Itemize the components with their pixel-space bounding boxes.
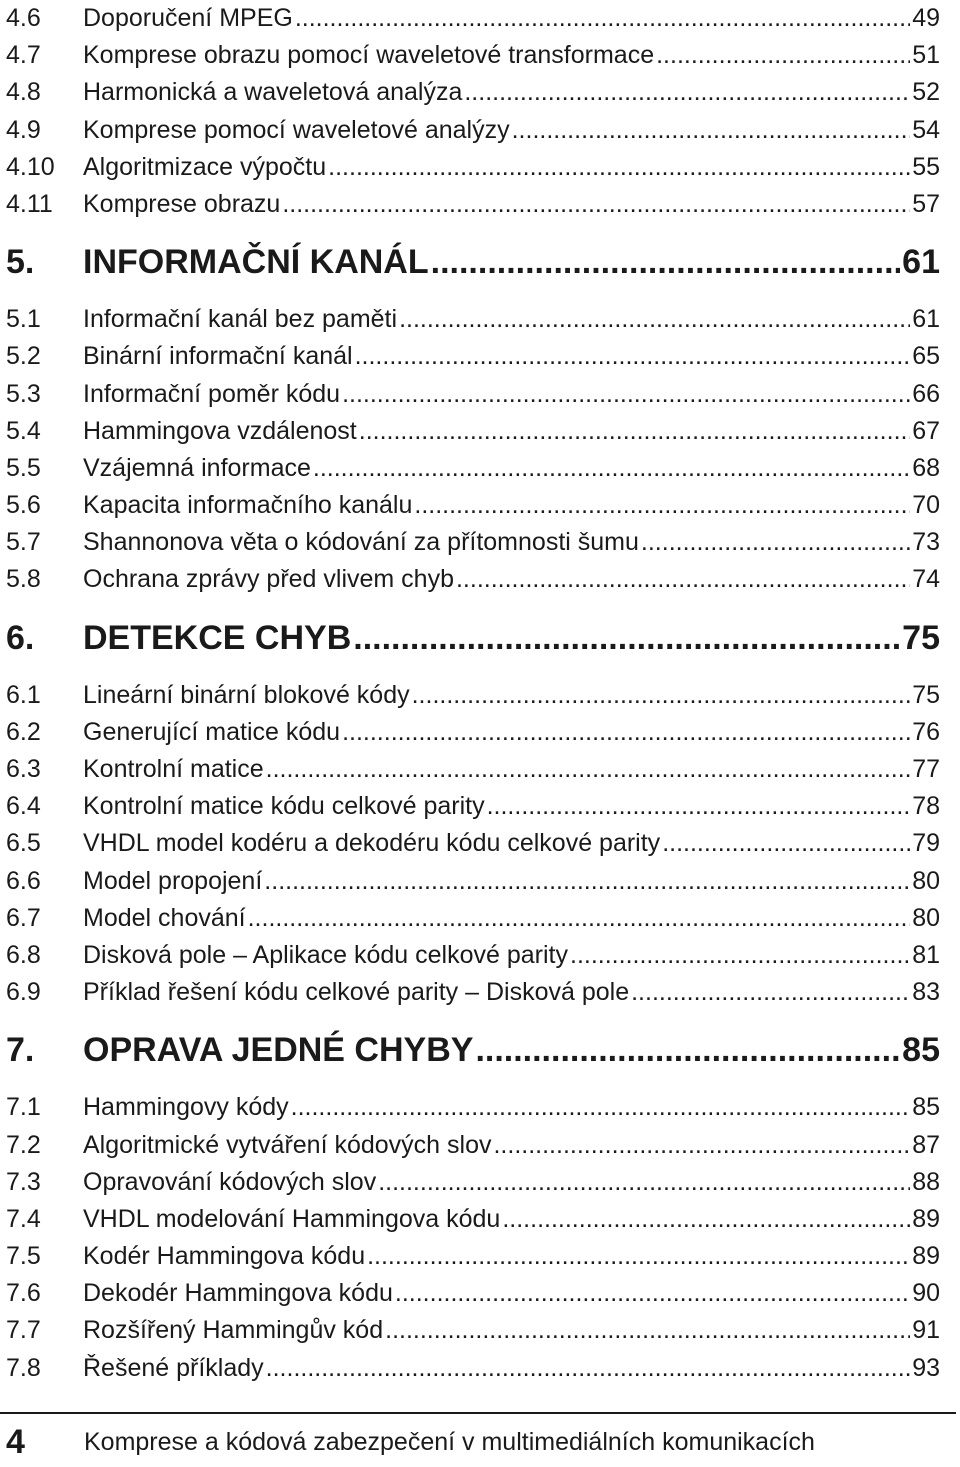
toc-page-number: 90 (912, 1279, 940, 1308)
toc-section-number: 4.7 (6, 41, 41, 70)
toc-dot-leader (264, 863, 910, 900)
toc-section-title: DETEKCE CHYB (83, 618, 352, 657)
toc-section-number: 6.4 (6, 792, 41, 821)
toc-page-number: 85 (912, 1093, 940, 1122)
toc-section-number: 5.5 (6, 453, 41, 482)
toc-section-number: 6.6 (6, 866, 41, 895)
toc-section-title: Komprese pomocí waveletové analýzy (83, 115, 510, 144)
toc-section-number: 6.8 (6, 940, 41, 969)
toc-entry-row (6, 1164, 940, 1201)
toc-dot-leader (291, 1089, 911, 1126)
toc-dot-leader (266, 1350, 911, 1387)
toc-dot-leader (355, 338, 911, 375)
toc-dot-leader (353, 607, 900, 669)
toc-section-title: Kontrolní matice kódu celkové parity (83, 792, 485, 821)
toc-dot-leader (662, 825, 910, 862)
toc-section-number: 7. (6, 1031, 35, 1070)
toc-dot-leader (641, 524, 910, 561)
toc-section-title: Shannonova věta o kódování za přítomnosti šumu (83, 528, 639, 557)
toc-entry-row (6, 524, 940, 561)
toc-page-number: 70 (912, 491, 940, 520)
toc-section-title: Hammingovy kódy (83, 1093, 289, 1122)
toc-page-number: 66 (912, 379, 940, 408)
toc-section-number: 5.7 (6, 528, 41, 557)
toc-entry-row (6, 37, 940, 74)
toc-page-number: 78 (912, 792, 940, 821)
toc-entry-row (6, 487, 940, 524)
toc-section-number: 7.4 (6, 1204, 41, 1233)
toc-page-number: 79 (912, 829, 940, 858)
toc-dot-leader (313, 450, 910, 487)
toc-dot-leader (385, 1312, 910, 1349)
table-of-contents (6, 0, 940, 1387)
toc-page-number: 65 (912, 342, 940, 371)
toc-dot-leader (359, 413, 910, 450)
toc-page-number: 89 (912, 1204, 940, 1233)
toc-page-number: 57 (912, 189, 940, 218)
toc-section-number: 5. (6, 243, 35, 282)
toc-section-title: Opravování kódových slov (83, 1167, 377, 1196)
toc-page-number: 77 (912, 755, 940, 783)
toc-page-number: 81 (912, 940, 940, 969)
toc-entry-row (6, 1350, 940, 1387)
toc-section-title: Disková pole – Aplikace kódu celkové parity (83, 940, 568, 969)
toc-section-title: Příklad řešení kódu celkové parity – Disková pole (83, 978, 630, 1007)
toc-section-number: 5.6 (6, 491, 41, 520)
toc-entry-row (6, 677, 940, 714)
toc-dot-leader (656, 37, 910, 74)
toc-entry-row (6, 974, 940, 1011)
toc-chapter-row (6, 1019, 940, 1081)
toc-entry-row (6, 1089, 940, 1126)
toc-entry-row (6, 751, 940, 788)
toc-section-number: 5.2 (6, 342, 41, 371)
toc-section-title: Kontrolní matice (83, 755, 264, 783)
toc-section-title: Doporučení MPEG (83, 4, 293, 32)
toc-page-number: 80 (912, 903, 940, 932)
toc-dot-leader (487, 788, 911, 825)
toc-page-number: 51 (912, 41, 940, 70)
toc-page-number: 87 (912, 1130, 940, 1159)
toc-dot-leader (414, 487, 910, 524)
toc-dot-leader (367, 1238, 910, 1275)
toc-entry-row (6, 112, 940, 149)
toc-section-number: 7.2 (6, 1130, 41, 1159)
toc-page-number: 61 (902, 243, 940, 282)
toc-dot-leader (295, 0, 910, 37)
toc-section-title: Informační kanál bez paměti (83, 305, 398, 334)
toc-page-number: 75 (902, 618, 940, 657)
toc-entry-row (6, 1127, 940, 1164)
footer-divider (0, 1412, 956, 1414)
toc-page-number: 88 (912, 1167, 940, 1196)
toc-section-title: Kodér Hammingova kódu (83, 1242, 366, 1271)
toc-entry-row (6, 74, 940, 111)
toc-dot-leader (512, 112, 911, 149)
toc-section-number: 7.8 (6, 1353, 41, 1382)
toc-section-title: Generující matice kódu (83, 717, 341, 746)
toc-section-title: Komprese obrazu (83, 189, 281, 218)
toc-section-number: 4.11 (6, 189, 53, 218)
toc-section-title: Model chování (83, 903, 246, 932)
toc-section-number: 4.6 (6, 4, 41, 32)
toc-entry-row (6, 561, 940, 598)
toc-page-number: 49 (912, 4, 940, 32)
toc-section-number: 5.3 (6, 379, 41, 408)
toc-page-number: 75 (912, 680, 940, 709)
toc-section-title: OPRAVA JEDNÉ CHYBY (83, 1031, 474, 1070)
toc-section-number: 7.1 (6, 1093, 41, 1122)
toc-entry-row (6, 1201, 940, 1238)
toc-entry-row (6, 825, 940, 862)
toc-section-title: Kapacita informačního kanálu (83, 491, 413, 520)
toc-section-title: INFORMAČNÍ KANÁL (83, 243, 429, 282)
footer-book-title: Komprese a kódová zabezpečení v multimediálních komunikacích (84, 1427, 815, 1456)
toc-page-number: 74 (912, 565, 940, 594)
toc-section-title: Binární informační kanál (83, 342, 353, 371)
toc-page-number: 83 (912, 978, 940, 1007)
toc-section-number: 4.10 (6, 152, 55, 181)
toc-dot-leader (502, 1201, 910, 1238)
toc-entry-row (6, 413, 940, 450)
footer-page-number: 4 (6, 1422, 25, 1461)
toc-page-number: 85 (902, 1031, 940, 1070)
toc-page-number: 80 (912, 866, 940, 895)
toc-section-title: VHDL model kodéru a dekodéru kódu celkové parity (83, 829, 661, 858)
toc-entry-row (6, 186, 940, 223)
toc-entry-row (6, 149, 940, 186)
toc-page-number: 54 (912, 115, 940, 144)
page-footer (6, 1420, 946, 1464)
toc-section-number: 6.3 (6, 755, 41, 783)
toc-dot-leader (342, 714, 910, 751)
toc-section-number: 5.8 (6, 565, 41, 594)
toc-page-number: 91 (912, 1316, 940, 1345)
toc-section-number: 6.5 (6, 829, 41, 858)
toc-section-title: Model propojení (83, 866, 263, 895)
toc-entry-row (6, 338, 940, 375)
toc-section-number: 6.2 (6, 717, 41, 746)
toc-section-title: Vzájemná informace (83, 453, 311, 482)
toc-section-number: 7.7 (6, 1316, 41, 1345)
toc-section-number: 6. (6, 618, 35, 657)
toc-section-title: Řešené příklady (83, 1353, 264, 1382)
toc-dot-leader (570, 937, 910, 974)
toc-entry-row (6, 450, 940, 487)
toc-section-number: 6.1 (6, 680, 41, 709)
toc-page-number: 93 (912, 1353, 940, 1382)
toc-entry-row (6, 1275, 940, 1312)
toc-dot-leader (475, 1019, 900, 1081)
toc-page-number: 52 (912, 78, 940, 107)
toc-page-number: 61 (912, 305, 940, 334)
toc-dot-leader (395, 1275, 910, 1312)
toc-page-number: 67 (912, 416, 940, 445)
toc-entry-row (6, 900, 940, 937)
toc-section-number: 7.5 (6, 1242, 41, 1271)
toc-section-title: Hammingova vzdálenost (83, 416, 357, 445)
toc-section-title: Algoritmické vytváření kódových slov (83, 1130, 492, 1159)
toc-section-title: Algoritmizace výpočtu (83, 152, 327, 181)
toc-section-number: 6.9 (6, 978, 41, 1007)
toc-dot-leader (456, 561, 910, 598)
toc-dot-leader (328, 149, 910, 186)
toc-chapter-row (6, 607, 940, 669)
toc-section-number: 5.4 (6, 416, 41, 445)
toc-dot-leader (631, 974, 910, 1011)
toc-dot-leader (378, 1164, 910, 1201)
toc-section-title: VHDL modelování Hammingova kódu (83, 1204, 501, 1233)
toc-dot-leader (399, 301, 910, 338)
toc-section-title: Ochrana zprávy před vlivem chyb (83, 565, 454, 594)
toc-entry-row (6, 937, 940, 974)
toc-section-title: Rozšířený Hammingův kód (83, 1316, 384, 1345)
toc-section-number: 4.9 (6, 115, 41, 144)
toc-section-number: 4.8 (6, 78, 41, 107)
toc-page-number: 55 (912, 152, 940, 181)
toc-section-title: Lineární binární blokové kódy (83, 680, 410, 709)
toc-entry-row (6, 1238, 940, 1275)
toc-section-number: 7.6 (6, 1279, 41, 1308)
toc-section-title: Informační poměr kódu (83, 379, 341, 408)
toc-entry-row (6, 376, 940, 413)
toc-section-number: 6.7 (6, 903, 41, 932)
toc-entry-row (6, 714, 940, 751)
toc-section-title: Komprese obrazu pomocí waveletové transformace (83, 41, 655, 70)
toc-entry-row (6, 1312, 940, 1349)
toc-section-number: 5.1 (6, 305, 41, 334)
toc-dot-leader (412, 677, 911, 714)
toc-entry-row (6, 863, 940, 900)
toc-section-title: Dekodér Hammingova kódu (83, 1279, 393, 1308)
toc-entry-row (6, 788, 940, 825)
toc-entry-row (6, 301, 940, 338)
toc-entry-row (6, 0, 940, 37)
toc-page-number: 76 (912, 717, 940, 746)
toc-dot-leader (282, 186, 910, 223)
toc-dot-leader (493, 1127, 910, 1164)
toc-section-title: Harmonická a waveletová analýza (83, 78, 463, 107)
toc-page-number: 68 (912, 453, 940, 482)
toc-dot-leader (342, 376, 910, 413)
toc-page-number: 89 (912, 1242, 940, 1271)
toc-dot-leader (248, 900, 911, 937)
toc-dot-leader (431, 231, 901, 293)
toc-dot-leader (464, 74, 910, 111)
toc-dot-leader (266, 751, 911, 788)
toc-section-number: 7.3 (6, 1167, 41, 1196)
toc-page-number: 73 (912, 528, 940, 557)
toc-chapter-row (6, 231, 940, 293)
